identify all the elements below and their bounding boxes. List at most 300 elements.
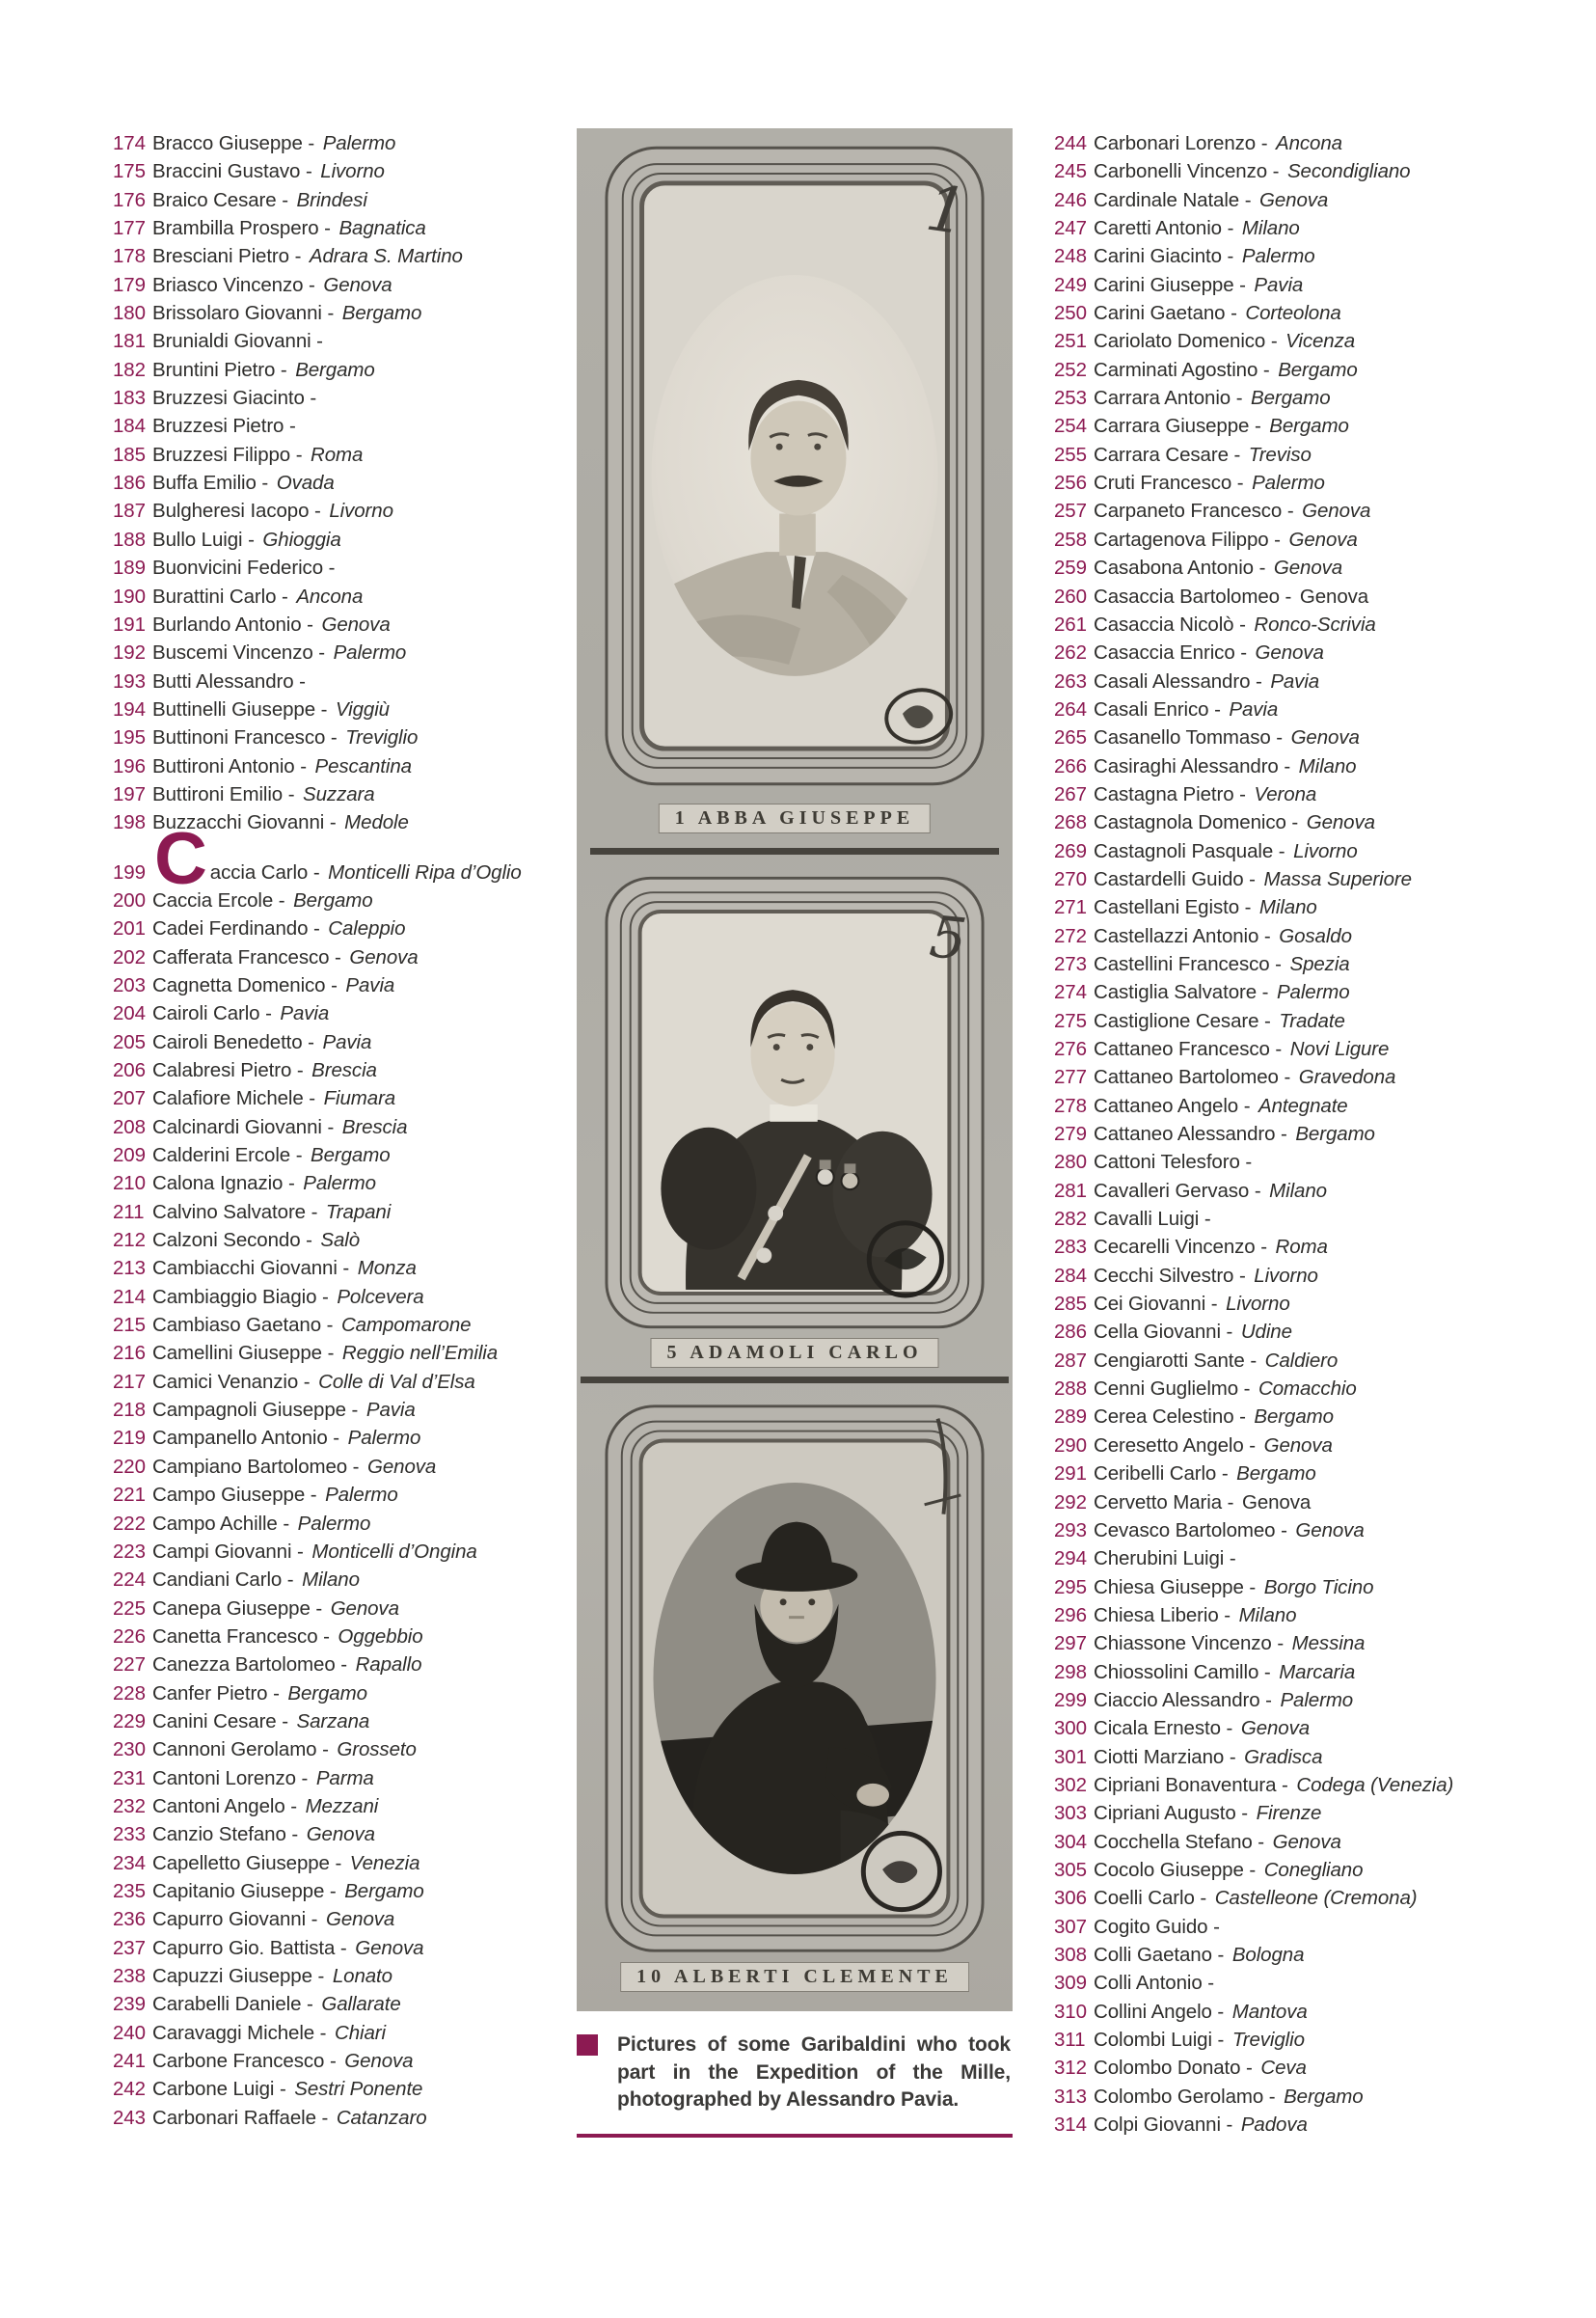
entry-place: Padova [1240,2113,1308,2137]
entry-place: Genova [1263,1433,1333,1457]
entry-name: Canfer Pietro [152,1681,268,1704]
entry-dash: - [347,1455,365,1478]
entry-name: Bruzzesi Giacinto [152,387,305,410]
entry-dash: - [1265,330,1284,353]
entry-number: 176 [113,188,146,211]
entry-number: 202 [113,945,146,968]
list-item [1054,271,1596,299]
entry-dash: - [324,1879,342,1902]
entry-name: Cattaneo Alessandro [1094,1123,1276,1146]
entry-place: Bergamo [1284,2085,1364,2108]
entry-name: Buffa Emilio [152,472,257,495]
entry-dash: - [1244,1349,1262,1372]
entry-place: Livorno [329,500,393,523]
entry-dash: - [277,1512,295,1535]
entry-dash: - [302,1030,320,1053]
list-item [113,1113,576,1141]
entry-name: Cattaneo Bartolomeo [1094,1066,1279,1089]
entry-place: Ancona [1276,132,1342,154]
list-item [1054,2026,1596,2054]
entry-place: Tradate [1279,1009,1345,1032]
entry-name: Colombo Gerolamo [1094,2085,1264,2108]
entry-number: 191 [113,613,146,636]
entry-name: Castagnola Domenico [1094,811,1286,834]
entry-number: 188 [113,528,146,551]
list-item [1054,1799,1596,1827]
entry-number: 305 [1054,1858,1087,1881]
entry-number: 303 [1054,1802,1087,1825]
list-item [113,1226,576,1254]
entry-name: Campo Giuseppe [152,1484,306,1507]
entry-name: Collini Angelo [1094,2000,1212,2023]
list-item [1054,1432,1596,1459]
list-item [113,999,576,1027]
list-item [113,1623,576,1650]
entry-number: 248 [1054,245,1087,268]
entry-name: Casali Enrico [1094,697,1209,721]
photo-caption: 5 ADAMOLI CARLO [650,1338,938,1368]
entry-name: Colli Gaetano [1094,1944,1212,1966]
entry-place: Genova [1295,1518,1365,1541]
entry-dash: - [1250,669,1268,693]
entry-dash: - [1239,896,1257,919]
entry-place: Pavia [1254,273,1304,296]
entry-place: Trapani [325,1200,392,1223]
entry-name: Casaccia Nicolò [1094,613,1234,636]
entry-name: Canzio Stefano [152,1823,286,1846]
entry-dash: - [284,1794,303,1817]
entry-dash: - [274,2078,292,2101]
entry-place: Antegnate [1258,1094,1348,1117]
entry-dash: - [321,302,339,325]
entry-number: 281 [1054,1179,1087,1202]
entry-number: 266 [1054,754,1087,777]
entry-number: 207 [113,1087,146,1110]
entry-dash: - [1220,1321,1238,1344]
entry-name: Carbone Francesco [152,2050,325,2073]
list-item [1054,808,1596,836]
entry-number: 185 [113,443,146,466]
entry-place: Salò [320,1229,361,1252]
list-item [1054,1998,1596,2026]
entry-number: 232 [113,1794,146,1817]
entry-place: Treviso [1248,443,1312,466]
entry-number: 201 [113,917,146,941]
entry-name: Castagnoli Pasquale [1094,839,1274,862]
list-item [1054,1828,1596,1856]
entry-name: Carini Gaetano [1094,302,1226,325]
entry-name: Castellani Egisto [1094,896,1239,919]
entry-dash: - [325,726,343,750]
entry-dash: - [308,917,326,941]
entry-place: Genova [1288,528,1358,551]
list-item [113,1877,576,1905]
entry-number: 239 [113,1993,146,2016]
list-item [113,723,576,751]
entry-number: 175 [113,160,146,183]
list-item [1054,723,1596,751]
list-item [1054,214,1596,242]
entry-place: Genova [321,613,391,636]
entry-dash: - [1233,1405,1252,1429]
list-item [113,356,576,384]
entry-name: Candiani Carlo [152,1568,283,1592]
entry-name: Bruzzesi Pietro [152,415,284,438]
list-item [1054,1403,1596,1431]
entry-dash: - [1249,1179,1267,1202]
entry-place: Gallarate [321,1993,401,2016]
entry-dash: - [1282,500,1300,523]
list-item [1054,922,1596,950]
entry-number: 218 [113,1399,146,1422]
entry-dash: - [294,754,312,777]
entry-number: 237 [113,1936,146,1959]
entry-place: Pavia [365,1399,416,1422]
entry-name: Calvino Salvatore [152,1200,306,1223]
entry-dash: - [1202,1972,1214,1995]
list-item [1054,384,1596,412]
entry-place: Parma [315,1766,374,1789]
list-item [1054,668,1596,695]
list-item [113,695,576,723]
entry-place: Genova [1241,1490,1312,1514]
entry-place: Genova [1299,585,1369,608]
entry-place: Ovada [276,472,335,495]
entry-place: Colle di Val d’Elsa [318,1370,475,1393]
list-item [113,1650,576,1678]
entry-name: Chiesa Liberio [1094,1603,1219,1626]
separator-rule [577,2134,1013,2138]
entry-dash: - [316,1285,335,1308]
entry-dash: - [1205,1293,1224,1316]
entry-name: Campi Giovanni [152,1540,292,1563]
photo-caption: 1 ABBA GIUSEPPE [659,804,931,833]
list-item [1054,497,1596,525]
entry-name: Bresciani Pietro [152,245,289,268]
entry-number: 311 [1054,2029,1086,2052]
list-item [113,1339,576,1367]
entry-place: Novi Ligure [1289,1038,1390,1060]
entry-number: 312 [1054,2057,1087,2080]
entry-number: 215 [113,1314,146,1337]
entry-place: Udine [1240,1321,1292,1344]
list-item [1054,1148,1596,1176]
entry-dash: - [1276,1773,1294,1796]
list-item [113,1283,576,1311]
entry-dash: - [1238,1377,1256,1401]
entry-dash: - [1278,1066,1296,1089]
entry-number: 298 [1054,1660,1087,1683]
handwritten-number: 5 [926,904,970,974]
entry-number: 198 [113,811,146,834]
entry-place: Mezzani [305,1794,379,1817]
entry-name: Caravaggi Michele [152,2021,315,2044]
entry-number: 186 [113,472,146,495]
photo-card-2 [602,871,987,1334]
entry-number: 313 [1054,2085,1087,2108]
left-column [113,129,576,2132]
entry-name: Cardinale Natale [1094,188,1240,211]
entry-number: 272 [1054,924,1087,947]
entry-number: 217 [113,1370,146,1393]
entry-place: Pavia [1229,697,1279,721]
square-bullet-icon [577,2034,598,2056]
list-item [1054,1658,1596,1686]
entry-dash: - [308,860,326,884]
list-item [113,668,576,695]
entry-place: Bergamo [1251,387,1331,410]
entry-number: 268 [1054,811,1087,834]
entry-dash: - [1233,1264,1252,1287]
entry-dash: - [1258,924,1277,947]
entry-place: Massa Superiore [1263,867,1412,890]
entry-name: Cogito Guido [1094,1915,1208,1938]
entry-place: Genova [1290,726,1360,750]
entry-number: 297 [1054,1632,1087,1655]
entry-dash: - [256,472,274,495]
entry-number: 183 [113,387,146,410]
entry-number: 242 [113,2078,146,2101]
entry-number: 314 [1054,2113,1087,2137]
entry-number: 219 [113,1427,146,1450]
entry-dash: - [1218,1603,1236,1626]
entry-number: 184 [113,415,146,438]
entry-place: Genova [367,1455,437,1478]
entry-place: Genova [1259,188,1329,211]
entry-dash: - [315,2106,334,2129]
entry-name: Cei Giovanni [1094,1293,1206,1316]
entry-place: Grosseto [337,1738,417,1761]
entry-number: 273 [1054,952,1087,975]
list-item [113,214,576,242]
entry-place: Caldiero [1264,1349,1339,1372]
list-item [113,1764,576,1792]
entry-dash: - [1233,782,1252,805]
entry-name: Castiglia Salvatore [1094,981,1258,1004]
entry-name: Cenni Guglielmo [1094,1377,1239,1401]
list-item [113,583,576,611]
entry-number: 299 [1054,1688,1087,1711]
entry-number: 293 [1054,1518,1087,1541]
entry-dash: - [1256,132,1274,154]
entry-place: Verona [1254,782,1317,805]
entry-dash: - [321,1342,339,1365]
entry-name: Castellazzi Antonio [1094,924,1259,947]
entry-name: Carpaneto Francesco [1094,500,1283,523]
list-item [1054,950,1596,978]
list-item [1054,752,1596,780]
list-item [113,327,576,355]
entry-name: Colombi Luigi [1094,2029,1212,2052]
entry-place: Palermo [303,1172,376,1195]
entry-number: 252 [1054,358,1087,381]
list-item [113,469,576,497]
entry-name: Cattoni Telesforo [1094,1151,1240,1174]
entry-dash: - [1278,754,1296,777]
entry-place: Roma [311,443,364,466]
list-item [1054,1969,1596,1997]
list-item [113,1453,576,1481]
entry-dash: - [1224,1547,1236,1570]
entry-name: Calabresi Pietro [152,1059,292,1081]
entry-name: Cengiarotti Sante [1094,1349,1245,1372]
entry-name: Cocchella Stefano [1094,1830,1253,1853]
entry-dash: - [1269,1038,1287,1060]
entry-name: Buttironi Emilio [152,782,284,805]
entry-name: Calderini Ercole [152,1144,291,1167]
list-item [113,886,576,914]
entry-name: Bracco Giuseppe [152,132,303,154]
entry-number: 210 [113,1172,146,1195]
entry-number: 310 [1054,2000,1087,2023]
entry-dash: - [291,1059,310,1081]
entry-place: Spezia [1289,952,1350,975]
entry-number: 238 [113,1965,146,1987]
entry-number: 295 [1054,1575,1087,1598]
entry-number: 223 [113,1540,146,1563]
entry-number: 302 [1054,1773,1087,1796]
entry-dash: - [1222,1490,1239,1514]
entry-dash: - [329,945,347,968]
entry-name: Cambiacchi Giovanni [152,1257,338,1280]
list-item [113,1056,576,1084]
entry-number: 277 [1054,1066,1087,1089]
entry-name: Casanello Tommaso [1094,726,1271,750]
entry-number: 288 [1054,1377,1087,1401]
list-item [1054,1262,1596,1290]
entry-place: Genova [1302,500,1371,523]
entry-number: 225 [113,1596,146,1620]
entry-name: Casabona Antonio [1094,557,1254,580]
list-item [1054,1884,1596,1912]
entry-dash: - [1268,528,1286,551]
entry-dash: - [242,528,260,551]
entry-place: Gradisca [1244,1745,1323,1768]
list-item [113,2019,576,2047]
list-item [1054,1007,1596,1035]
entry-dash: - [291,1540,310,1563]
entry-dash: - [1239,188,1258,211]
entry-dash: - [310,1596,328,1620]
entry-name: accia Carlo [209,860,309,884]
entry-place: Monticelli d’Ongina [311,1540,477,1563]
entry-number: 254 [1054,415,1087,438]
entry-dash: - [318,217,337,240]
entry-number: 220 [113,1455,146,1478]
entry-dash: - [1240,2057,1258,2080]
entry-dash: - [1252,1830,1270,1853]
entry-name: Carrara Antonio [1094,387,1231,410]
list-item [113,1311,576,1339]
list-item [1054,611,1596,639]
entry-number: 300 [1054,1717,1087,1740]
entry-place: Palermo [1241,245,1315,268]
entry-dash: - [1225,302,1243,325]
list-item [1054,157,1596,185]
entry-place: Palermo [1276,981,1350,1004]
entry-dash: - [317,1624,336,1648]
list-item [1054,1771,1596,1799]
entry-dash: - [1275,1123,1293,1146]
entry-number: 190 [113,585,146,608]
entry-place: Ronco-Scrivia [1254,613,1376,636]
entry-place: Catanzaro [336,2106,427,2129]
entry-name: Burlando Antonio [152,613,302,636]
entry-place: Genova [306,1823,375,1846]
entry-place: Treviglio [345,726,419,750]
entry-dash: - [276,585,294,608]
entry-number: 193 [113,669,146,693]
entry-number: 279 [1054,1123,1087,1146]
entry-number: 258 [1054,528,1087,551]
portrait-photo-adamoli [602,871,987,1334]
entry-number: 244 [1054,132,1087,154]
entry-name: Calafiore Michele [152,1087,304,1110]
entry-place: Genova [326,1908,395,1931]
entry-dash: - [335,1653,353,1677]
entry-dash: - [325,973,343,996]
list-item [113,384,576,412]
entry-dash: - [1220,1717,1238,1740]
entry-number: 250 [1054,302,1087,325]
entry-dash: - [1258,1009,1277,1032]
list-item [113,611,576,639]
entry-number: 211 [113,1200,145,1223]
entry-name: Caccia Ercole [152,888,274,912]
entry-name: Capurro Gio. Battista [152,1936,336,1959]
list-item [113,271,576,299]
entry-number: 224 [113,1568,146,1592]
entry-number: 213 [113,1257,146,1280]
entry-dash: - [1255,1236,1273,1259]
list-item [113,1735,576,1763]
list-item [1054,639,1596,667]
entry-number: 278 [1054,1094,1087,1117]
list-item [1054,1544,1596,1572]
entry-number: 276 [1054,1038,1087,1060]
list-item [1054,441,1596,469]
entry-dash: - [1216,1462,1234,1486]
list-item [113,157,576,185]
entry-number: 296 [1054,1603,1087,1626]
entry-place: Milano [1258,896,1317,919]
entry-place: Palermo [347,1427,421,1450]
entry-place: Palermo [1280,1688,1354,1711]
entry-name: Cariolato Domenico [1094,330,1266,353]
entry-number: 208 [113,1115,146,1138]
entry-dash: - [345,1399,364,1422]
entry-number: 249 [1054,273,1087,296]
entry-number: 228 [113,1681,146,1704]
entry-place: Corteolona [1245,302,1341,325]
entry-name: Carabelli Daniele [152,1993,302,2016]
entry-place: Livorno [1293,839,1358,862]
entry-name: Cicala Ernesto [1094,1717,1221,1740]
entry-place: Fiumara [323,1087,396,1110]
entry-name: Campo Achille [152,1512,278,1535]
entry-number: 275 [1054,1009,1087,1032]
list-item [113,1990,576,2018]
entry-name: Buttinelli Giuseppe [152,697,316,721]
entry-number: 195 [113,726,146,750]
entry-name: Brissolaro Giovanni [152,302,322,325]
list-item [113,2047,576,2075]
entry-place: Bergamo [295,358,375,381]
list-item [113,554,576,582]
list-item [1054,242,1596,270]
entry-number: 196 [113,754,146,777]
entry-place: Milano [1241,217,1300,240]
